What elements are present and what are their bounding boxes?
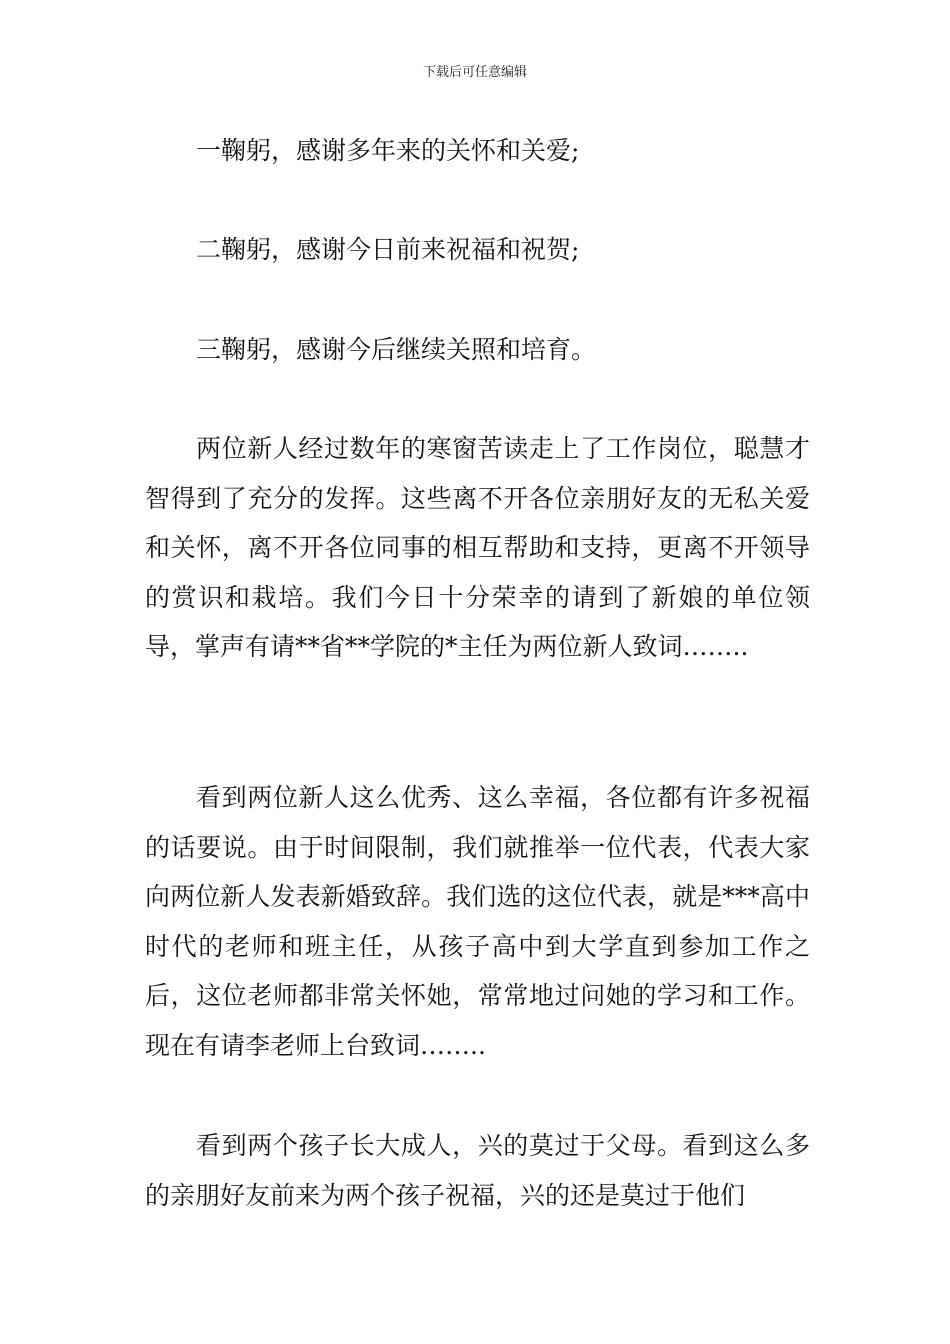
- paragraph-3: 看到两个孩子长大成人，兴的莫过于父母。看到这么多的亲朋好友前来为两个孩子祝福，兴的还是莫过于他们: [145, 1131, 810, 1210]
- paragraph-1: 两位新人经过数年的寒窗苦读走上了工作岗位，聪慧才智得到了充分的发挥。这些离不开各位亲朋好友的无私关爱和关怀，离不开各位同事的相互帮助和支持，更离不开领导的赏识和栽培。我们今日十分荣幸的请到了新娘的单位领导，掌声有请**省**学院的*主任为两位新人致词……..: [145, 434, 810, 661]
- bow-line-1: 一鞠躬，感谢多年来的关怀和关爱;: [196, 136, 580, 165]
- page-header-note: 下载后可任意编辑: [422, 65, 527, 80]
- bow-line-2: 二鞠躬，感谢今日前来祝福和祝贺;: [196, 235, 580, 264]
- bow-line-3: 三鞠躬，感谢今后继续关照和培育。: [196, 335, 597, 364]
- paragraph-2: 看到两位新人这么优秀、这么幸福，各位都有许多祝福的话要说。由于时间限制，我们就推举一位代表，代表大家向两位新人发表新婚致辞。我们选的这位代表，就是***高中时代的老师和班主任，从孩子高中到大学直到参加工作之后，这位老师都非常关怀她，常常地过问她的学习和工作。现在有请李老师上台致词……..: [145, 783, 810, 1060]
